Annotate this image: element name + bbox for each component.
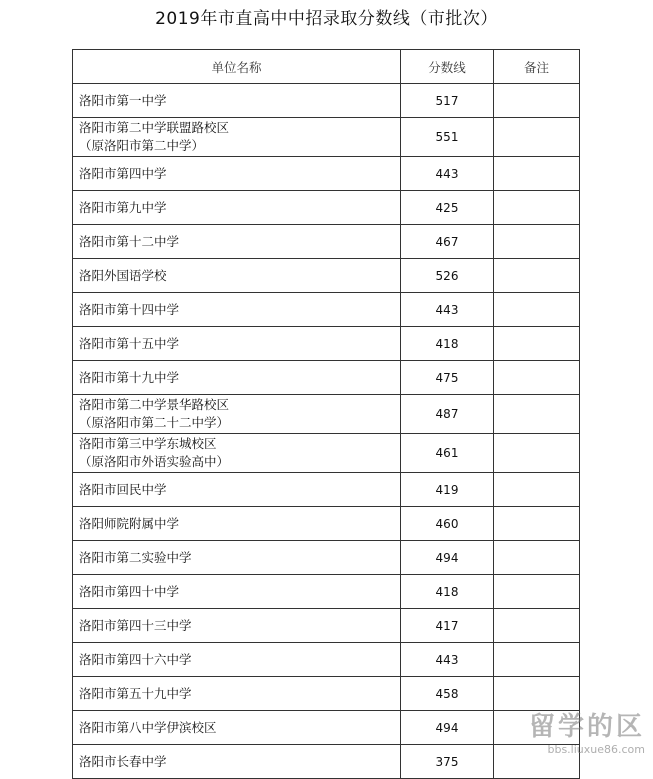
school-name: 洛阳市第八中学伊滨校区 (79, 719, 217, 735)
table-row (73, 711, 580, 745)
table-row (73, 361, 580, 395)
header-name: 单位名称 (73, 50, 401, 84)
table-row (73, 327, 580, 361)
table-row (73, 84, 580, 118)
header-score: 分数线 (401, 50, 494, 84)
school-name-cell (73, 434, 401, 473)
school-name: 洛阳市第二中学联盟路校区 (79, 120, 230, 135)
school-name: 洛阳市第十二中学 (79, 233, 180, 249)
score-cell: 458 (401, 677, 494, 711)
school-name: 洛阳市第十五中学 (79, 335, 180, 351)
note-cell (494, 395, 580, 434)
school-name: 洛阳市回民中学 (79, 481, 167, 497)
school-name: 洛阳外国语学校 (79, 267, 167, 283)
school-name: 洛阳市第四十中学 (79, 583, 180, 599)
note-cell (494, 711, 580, 745)
table-row (73, 507, 580, 541)
school-name: 洛阳市第九中学 (79, 199, 167, 215)
note-cell (494, 473, 580, 507)
note-cell (494, 609, 580, 643)
table-body (73, 84, 580, 779)
school-name: 洛阳市第一中学 (79, 92, 167, 108)
school-name: 洛阳市长春中学 (79, 753, 167, 769)
table-row (73, 395, 580, 434)
note-cell (494, 191, 580, 225)
table-row (73, 157, 580, 191)
score-cell: 443 (401, 643, 494, 677)
school-name-cell (73, 507, 401, 541)
school-name-cell (73, 118, 401, 157)
table-row (73, 575, 580, 609)
score-cell: 375 (401, 745, 494, 779)
note-cell (494, 745, 580, 779)
score-cell: 461 (401, 434, 494, 473)
table-row (73, 225, 580, 259)
school-former-name: （原洛阳市外语实验高中） (79, 454, 230, 469)
score-cell: 418 (401, 327, 494, 361)
school-name-cell (73, 293, 401, 327)
school-name: 洛阳市第四十三中学 (79, 617, 192, 633)
table-row (73, 677, 580, 711)
score-table (72, 49, 580, 779)
table-row (73, 745, 580, 779)
note-cell (494, 643, 580, 677)
table-header-row (73, 50, 580, 84)
school-name-cell (73, 575, 401, 609)
school-name-cell (73, 677, 401, 711)
score-cell: 443 (401, 293, 494, 327)
school-name: 洛阳市第四十六中学 (79, 651, 192, 667)
score-cell: 443 (401, 157, 494, 191)
school-name: 洛阳师院附属中学 (79, 515, 180, 531)
score-cell: 487 (401, 395, 494, 434)
score-cell: 419 (401, 473, 494, 507)
note-cell (494, 434, 580, 473)
note-cell (494, 575, 580, 609)
score-cell: 551 (401, 118, 494, 157)
note-cell (494, 225, 580, 259)
school-name-cell (73, 609, 401, 643)
school-name-cell (73, 259, 401, 293)
table-row (73, 473, 580, 507)
score-cell: 517 (401, 84, 494, 118)
score-cell: 460 (401, 507, 494, 541)
school-name-cell (73, 473, 401, 507)
score-cell: 418 (401, 575, 494, 609)
note-cell (494, 677, 580, 711)
header-note: 备注 (494, 50, 580, 84)
school-name: 洛阳市第四中学 (79, 165, 167, 181)
table-row (73, 191, 580, 225)
table-row (73, 293, 580, 327)
note-cell (494, 259, 580, 293)
note-cell (494, 118, 580, 157)
score-cell: 425 (401, 191, 494, 225)
school-name-cell (73, 745, 401, 779)
school-name: 洛阳市第十四中学 (79, 301, 180, 317)
school-name: 洛阳市第十九中学 (79, 369, 180, 385)
score-cell: 417 (401, 609, 494, 643)
score-cell: 526 (401, 259, 494, 293)
table-row (73, 434, 580, 473)
school-name-cell (73, 157, 401, 191)
note-cell (494, 327, 580, 361)
table-row (73, 643, 580, 677)
school-name: 洛阳市第三中学东城校区 (79, 436, 217, 451)
table-row (73, 609, 580, 643)
note-cell (494, 84, 580, 118)
table-row (73, 259, 580, 293)
note-cell (494, 507, 580, 541)
note-cell (494, 541, 580, 575)
school-name: 洛阳市第二实验中学 (79, 549, 192, 565)
watermark-url: bbs.liuxue86.com (547, 743, 645, 756)
note-cell (494, 361, 580, 395)
note-cell (494, 293, 580, 327)
school-former-name: （原洛阳市第二十二中学） (79, 415, 230, 430)
score-cell: 494 (401, 711, 494, 745)
school-name: 洛阳市第二中学景华路校区 (79, 397, 230, 412)
watermark-logo: 留学的区 (528, 712, 645, 742)
table-row (73, 541, 580, 575)
score-cell: 467 (401, 225, 494, 259)
school-name-cell (73, 643, 401, 677)
score-cell: 475 (401, 361, 494, 395)
school-name-cell (73, 191, 401, 225)
score-cell: 494 (401, 541, 494, 575)
school-name-cell (73, 395, 401, 434)
table-row (73, 118, 580, 157)
page-title: 2019年市直高中中招录取分数线（市批次） (155, 9, 498, 29)
school-name-cell (73, 225, 401, 259)
school-name-cell (73, 84, 401, 118)
school-name-cell (73, 541, 401, 575)
note-cell (494, 157, 580, 191)
school-name-cell (73, 327, 401, 361)
school-former-name: （原洛阳市第二中学） (79, 138, 205, 153)
school-name: 洛阳市第五十九中学 (79, 685, 192, 701)
school-name-cell (73, 711, 401, 745)
school-name-cell (73, 361, 401, 395)
